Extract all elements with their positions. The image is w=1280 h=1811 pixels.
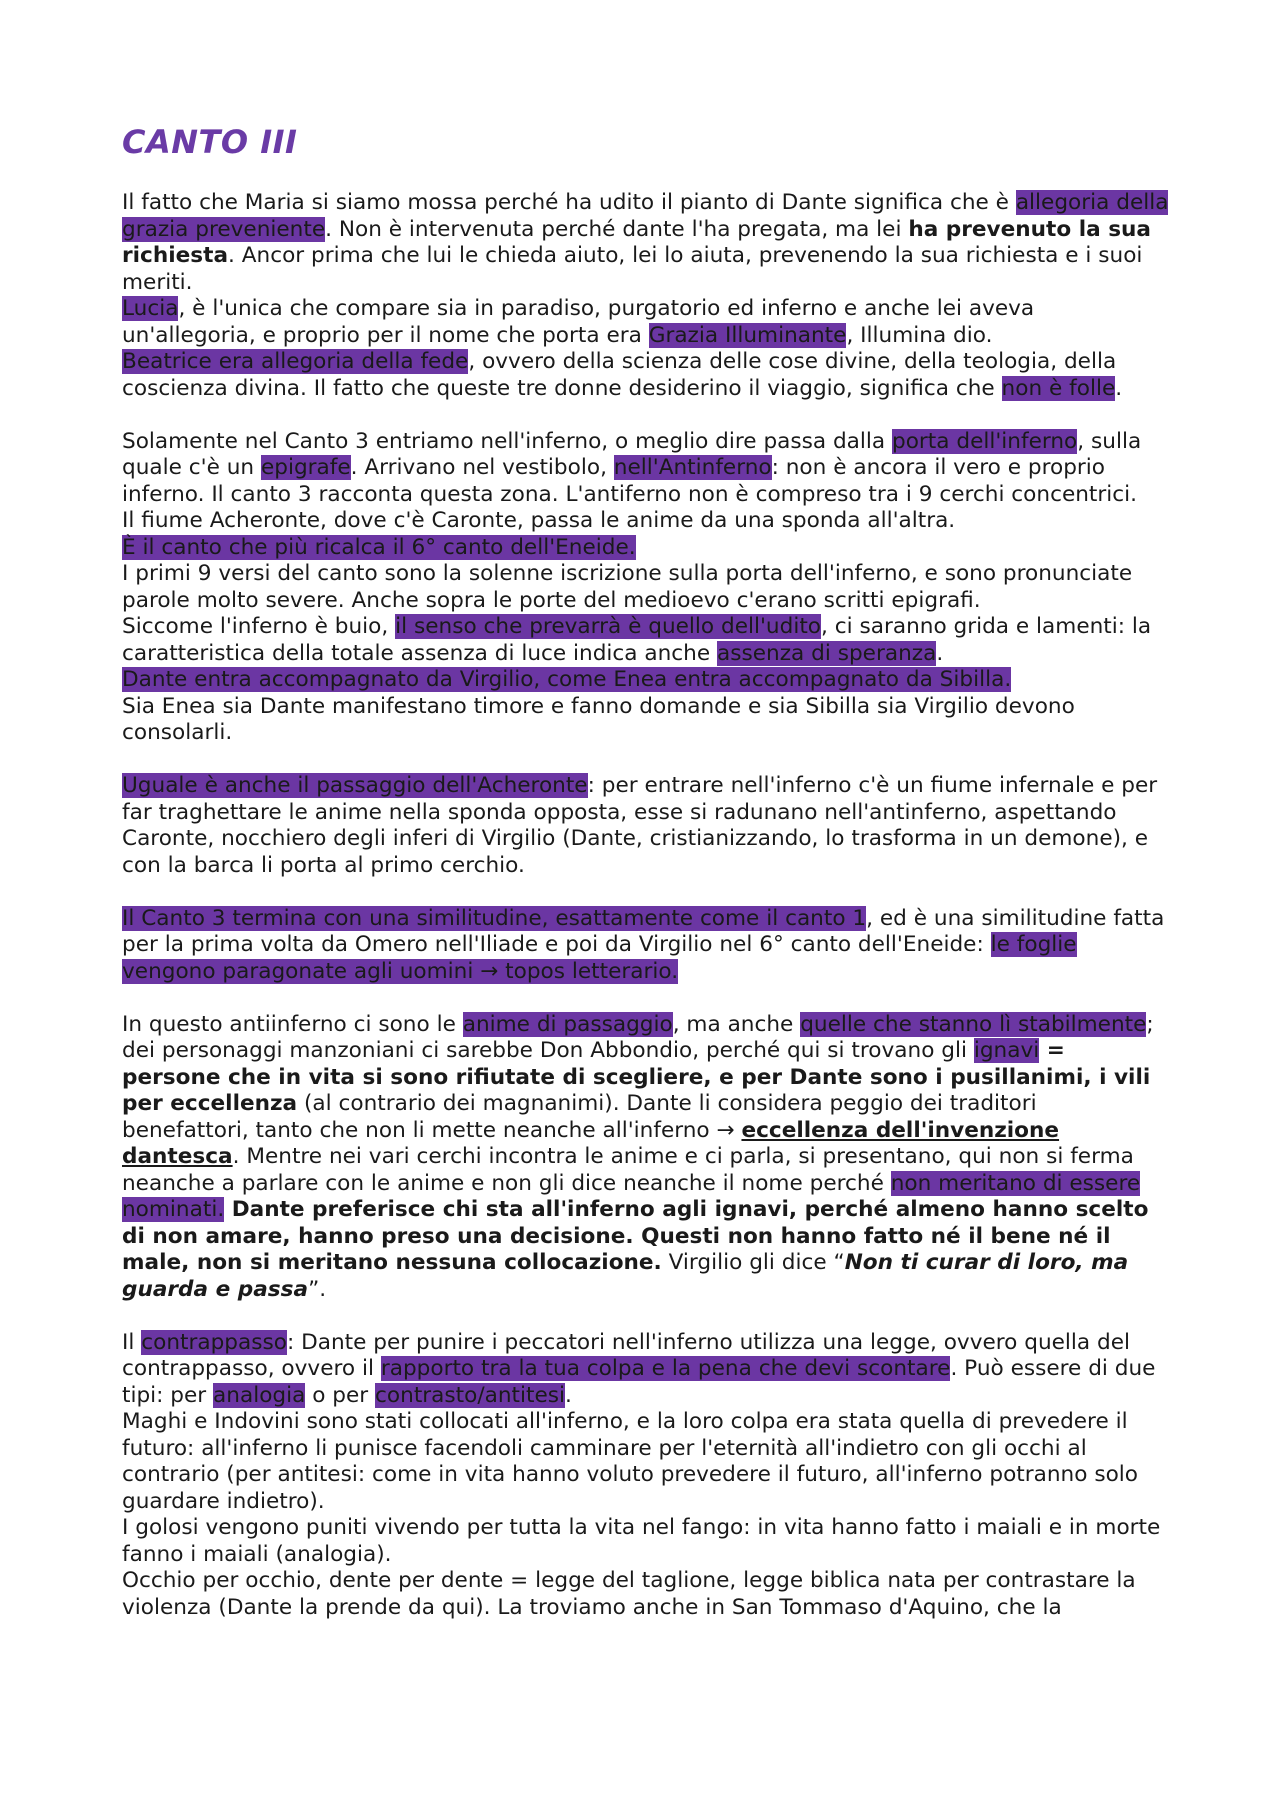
text-run: Il fatto che Maria si siamo mossa perché ha udito il pianto di Dante significa che è <box>122 190 1016 215</box>
text-run: o per <box>305 1382 376 1408</box>
text-run: , ed è una similitudine fatta per la prima volta da Omero nell'Iliade e poi da Virgilio nel 6° canto dell'Eneide: <box>122 905 1165 957</box>
text-run: , ci saranno grida e lamenti: la caratteristica della totale assenza di luce indica anche <box>122 614 1152 666</box>
bold-italic-quote: Non ti curar di loro, ma guarda e passa <box>122 1250 1129 1302</box>
highlight: anime di passaggio <box>462 1011 673 1037</box>
highlight: Uguale è anche il passaggio dell'Acheronte <box>122 773 588 798</box>
highlight: rapporto tra la tua colpa e la pena che devi scontare <box>380 1356 951 1381</box>
highlight: quelle che stanno lì stabilmente <box>800 1011 1147 1037</box>
highlight: le foglie vengono paragonate agli uomini → topos letterario. <box>122 932 1077 984</box>
paragraph-porta-inferno <box>122 429 1170 509</box>
text-run: ”. <box>308 1276 327 1302</box>
paragraph-golosi: I golosi vengono puniti vivendo per tutta la vita nel fango: in vita hanno fatto i maiali e in morte fanno i maiali (analogia). <box>122 1515 1161 1567</box>
paragraph-similitudine <box>122 906 1170 986</box>
text-run: , ma anche <box>672 1011 801 1037</box>
text-run: . Può essere di due tipi: per <box>122 1356 1156 1408</box>
paragraph-timore: Sia Enea sia Dante manifestano timore e fanno domande e sia Sibilla sia Virgilio devono consolarli. <box>122 693 1075 745</box>
text-run: ; dei personaggi manzoniani ci sarebbe Don Abbondio, perché qui si trovano gli <box>122 1011 1154 1063</box>
text-run: , Illumina dio. <box>846 322 993 348</box>
text-run: . <box>936 640 944 666</box>
highlight: ignavi <box>973 1038 1040 1063</box>
text-run: Solamente nel Canto 3 entriamo nell'inferno, o meglio dire passa dalla <box>122 428 893 454</box>
text-run: , è l'unica che compare sia in paradiso, purgatorio ed inferno e anche lei aveva un'allegoria, e proprio per il nome che porta era <box>122 296 1035 348</box>
text-run: : per entrare nell'inferno c'è un fiume infernale e per far traghettare le anime nella sponda opposta, esse si radunano nell'antinferno, aspettando Caronte, nocchiero degli inferi di Virgilio (Dante, cristianizzando, lo trasforma in un demone), e con la barca li porta al primo cerchio. <box>122 773 1158 878</box>
highlight: Grazia Illuminante <box>648 322 847 348</box>
paragraph-passaggio <box>122 773 1170 879</box>
paragraph-gap <box>122 402 1170 429</box>
paragraph-virgilio <box>122 667 1170 694</box>
text-run: . Mentre nei vari cerchi incontra le anime e ci parla, si presentano, qui non si ferma neanche a parlare con le anime e non gli dice neanche il nome perché <box>122 1144 1134 1196</box>
highlight: È il canto che più ricalca il 6° canto dell'Eneide. <box>122 534 636 560</box>
paragraph-gap <box>122 747 1170 774</box>
text-run: , sulla quale c'è un <box>122 428 1142 480</box>
text-run: (al contrario dei magnanimi). Dante li considera peggio dei traditori benefattori, tanto che non li mette neanche all'inferno → <box>122 1091 1037 1143</box>
highlight: contrappasso <box>141 1329 287 1355</box>
highlight: non è folle <box>1001 375 1116 401</box>
text-run: : non è ancora il vero e proprio inferno. Il canto 3 racconta questa zona. L'antiferno non è compreso tra i 9 cerchi concentrici. <box>122 455 1138 507</box>
text-run: Siccome l'inferno è buio, <box>122 614 396 639</box>
highlight: epigrafe <box>260 455 351 480</box>
highlight: assenza di speranza <box>717 640 937 666</box>
highlight: non meritano di essere nominati. <box>122 1170 1141 1222</box>
highlight: porta dell'inferno <box>892 428 1078 454</box>
text-run: . Non è intervenuta perché dante l'ha pregata, ma lei <box>325 216 909 242</box>
highlight: analogia <box>213 1382 306 1408</box>
paragraph-maria <box>122 190 1170 296</box>
highlight: nell'Antinferno <box>613 455 772 480</box>
text-run: . Ancor prima che lui le chieda aiuto, lei lo aiuta, prevenendo la sua richiesta e i suoi meriti. <box>122 243 1143 295</box>
highlight: allegoria della grazia preveniente <box>122 190 1169 242</box>
highlight: Dante entra accompagnato da Virgilio, come Enea entra accompagnato da Sibilla. <box>122 667 1012 692</box>
paragraph-acheronte: Il fiume Acheronte, dove c'è Caronte, passa le anime da una sponda all'altra. <box>122 508 956 533</box>
paragraph-versi: I primi 9 versi del canto sono la solenne iscrizione sulla porta dell'inferno, e sono pronunciate parole molto severe. Anche sopra le porte del medioevo c'erano scritti epigrafi. <box>122 561 1133 613</box>
highlight: Lucia <box>122 296 179 321</box>
paragraph-buio <box>122 614 1170 667</box>
text-run: In questo antiinferno ci sono le <box>122 1011 463 1037</box>
paragraph-lucia <box>122 296 1170 349</box>
bold-text: = persone che in vita si sono rifiutate di scegliere, e per Dante sono i pusillanimi, i vili per eccellenza <box>122 1038 1151 1116</box>
highlight: contrasto/antitesi <box>375 1382 565 1408</box>
bold-text: ha prevenuto la sua richiesta <box>122 216 1151 268</box>
paragraph-ignavi <box>122 1012 1170 1304</box>
page-title: CANTO III <box>122 123 298 161</box>
paragraph-beatrice <box>122 349 1170 402</box>
paragraph-gap <box>122 985 1170 1012</box>
text-run: Il <box>122 1329 142 1355</box>
highlight: Beatrice era allegoria della fede <box>122 349 469 374</box>
text-run: : Dante per punire i peccatori nell'inferno utilizza una legge, ovvero quella del contrappasso, ovvero il <box>122 1329 1131 1381</box>
paragraph-gap <box>122 879 1170 906</box>
highlight: Il Canto 3 termina con una similitudine, esattamente come il canto 1 <box>122 905 867 931</box>
paragraph-maghi: Maghi e Indovini sono stati collocati all'inferno, e la loro colpa era stata quella di prevedere il futuro: all'inferno li punisce facendoli camminare per l'eternità all'indietro con gli occhi al contrario (per antitesi: come in vita hanno voluto prevedere il futuro, all'inferno potranno solo guardare indietro). <box>122 1409 1138 1514</box>
text-run: . Arrivano nel vestibolo, <box>350 455 614 480</box>
text-run: , ovvero della scienza delle cose divine, della teologia, della coscienza divina. Il fatto che queste tre donne desiderino il viaggio, significa che <box>122 349 1117 401</box>
bold-text: Dante preferisce chi sta all'inferno agli ignavi, perché almeno hanno scelto di non amare, hanno preso una decisione. Questi non hanno fatto né il bene né il male, non si meritano nessuna collocazione. <box>122 1197 1149 1275</box>
text-run: . <box>564 1382 572 1408</box>
text-run: Virgilio gli dice “ <box>661 1250 845 1275</box>
paragraph-eneide <box>122 535 1170 562</box>
paragraph-gap <box>122 1303 1170 1330</box>
text-run: . <box>1115 375 1123 401</box>
paragraph-contrappasso <box>122 1330 1170 1410</box>
paragraph-taglione: Occhio per occhio, dente per dente = legge del taglione, legge biblica nata per contrastare la violenza (Dante la prende da qui). La troviamo anche in San Tommaso d'Aquino, che la <box>122 1568 1136 1620</box>
highlight: il senso che prevarrà è quello dell'udito <box>395 614 822 639</box>
bold-underlined-text: eccellenza dell'invenzione dantesca <box>122 1117 1060 1169</box>
